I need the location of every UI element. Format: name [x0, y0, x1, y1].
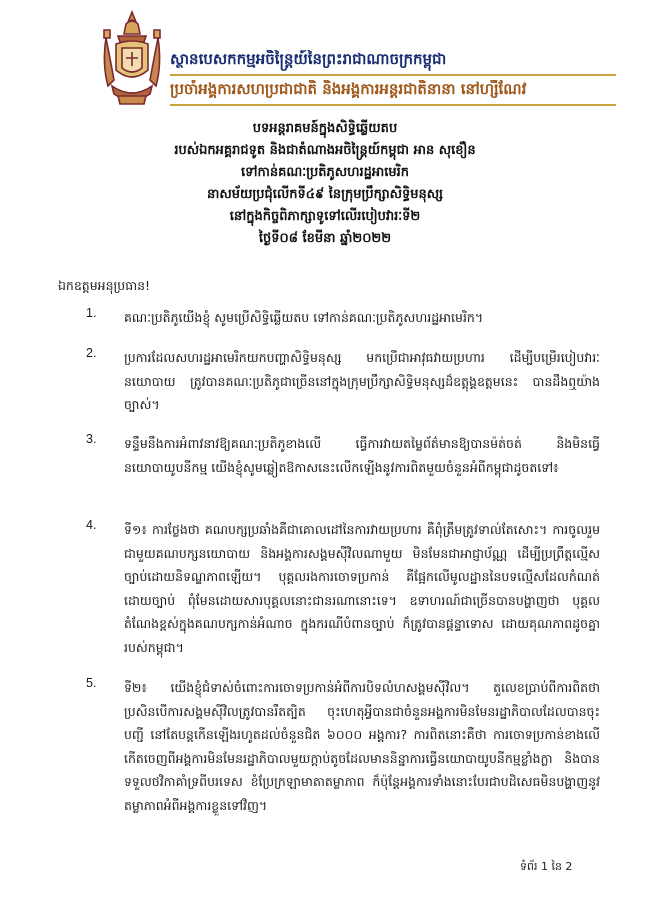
letterhead-divider [170, 74, 616, 76]
paragraph-number: 4. [86, 518, 97, 532]
page-number: ទំព័រ 1 នៃ 2 [520, 860, 573, 873]
paragraph-text: ប្រការដែលសហរដ្ឋអាមេរិកយកបញ្ហាសិទ្ធិមនុស្ស មកប្រើជាអាវុធវាយប្រហារ ដើម្បីបម្រើរបៀបវារៈនយោបាយ ត្រូវបានគណៈប្រតិភូជាច្រើននៅក្នុងក្រុមប្រឹក្សាសិទ្ធិមនុស្សដ៏ឧត្តុង្គឧត្តមនេះ បានដឹងឮយ៉ាងច្បាស់។ [124, 350, 600, 412]
title-line: នាសម័យប្រជុំលើកទី៤៩ នៃក្រុមប្រឹក្សាសិទ្ធិមនុស្ស [206, 187, 444, 202]
title-line: របស់ឯកអគ្គរាជទូត និងជាតំណាងអចិន្ត្រៃយ៍កម្ពុជា អាន សុខឿន [174, 143, 476, 158]
paragraph-text: គណៈប្រតិភូយើងខ្ញុំ សូមប្រើសិទ្ធិឆ្លើយតប ទៅកាន់គណៈប្រតិភូសហរដ្ឋអាមេរិក។ [124, 310, 484, 325]
letterhead-line-1: ស្ថានបេសកកម្មអចិន្ត្រៃយ៍នៃព្រះរាជាណាចក្រកម្ពុជា [170, 50, 447, 68]
paragraph-text: ទី១៖ ការថ្លែងថា គណបក្សប្រឆាំងគឺជាគោលដៅនៃការវាយប្រហារ គឺពុំត្រឹមត្រូវទាល់តែសោះ។ ការចូលរួមជាមួយគណបក្សនយោបាយ និងអង្គការសង្គមស៊ីវិលណាមួយ មិនមែនជាអាជ្ញាប័ណ្ណ ដើម្បីប្រព្រឹត្តល្មើសច្បាប់ដោយនិទណ្ឌភាពឡើយ។ បុគ្គលរងការចោទប្រកាន់ គឺផ្អែកលើមូលដ្ឋាននៃបទល្មើសដែលកំណត់ដោយច្បាប់ ពុំមែនដោយសារបុគ្គលនោះជានរណានោះទេ។ ឧទាហរណ៍ជាច្រើនបានបង្ហាញថា បុគ្គលតំណែងខ្ពស់ក្នុងគណបក្សកាន់អំណាច ក្នុងករណីបំពានច្បាប់ ក៏ត្រូវបានផ្តន្ទាទោស ដោយគុណភាពដូចគ្នារបស់កម្ពុជា។ [124, 522, 600, 655]
statement-title-block [60, 118, 590, 250]
title-line: នៅក្នុងកិច្ចពិភាក្សាទូទៅលើរបៀបវារៈទី២ [229, 209, 421, 224]
paragraph-text: ទី២៖ យើងខ្ញុំជំទាស់ចំពោះការចោទប្រកាន់អំពីការបិទលំហសង្គមស៊ីវិល។ តួលេខប្រាប់ពីការពិតថា ប្រសិនបើការសង្គមស៊ីវិលត្រូវបានរឹតត្បិត ចុះហេតុអ្វីបានជាចំនួនអង្គការមិនមែនរដ្ឋាភិបាលដែលបានចុះបញ្ជី នៅតែបន្តកើនឡើងរហូតដល់ចំនួនជិត ៦០០០ អង្គការ? ការពិតនោះគឺថា ការចោទប្រកាន់ខាងលើ កើតចេញពីអង្គការមិនមែនរដ្ឋាភិបាលមួយក្តាប់តូចដែលមាននិន្នាការធ្វើនយោបាយូបនីកម្មខ្លាំងក្លា និងបានទទួលថវិកាគាំទ្រពីបរទេស ខំប្រែក្រឡាមាតាតម្លាភាព ក៏ប៉ុន្តែអង្គការទាំងនោះបែរជាបដិសេធមិនបង្ហាញនូវតម្លាភាពអំពីអង្គការខ្លួនទៅវិញ។ [124, 680, 600, 813]
letterhead-line-2: ប្រចាំអង្គការសហប្រជាជាតិ និងអង្គការអន្តរជាតិនានា នៅហ្សឺណែវ [170, 80, 527, 98]
paragraph-text: ទន្ទឹមនឹងការអំពាវនាវឱ្យគណៈប្រតិភូខាងលើ ធ្វើការវាយតម្លៃព័ត៌មានឱ្យបានម៉ត់ចត់ និងមិនធ្វើនយោបាយូបនីកម្ម យើងខ្ញុំសូមឆ្លៀតឱកាសនេះលើកឡើងនូវការពិតមួយចំនួនអំពីកម្ពុជាដូចតទៅ៖ [124, 436, 600, 475]
salutation: ឯកឧត្តមអនុប្រធាន! [58, 278, 151, 293]
paragraph-number: 1. [86, 306, 97, 320]
title-line: ទៅកាន់គណៈប្រតិភូសហរដ្ឋអាមេរិក [240, 165, 410, 180]
paragraph-number: 5. [86, 676, 97, 690]
letterhead-bottom-rule [170, 104, 616, 106]
royal-arms-crest-icon [96, 8, 168, 112]
paragraph-number: 2. [86, 346, 97, 360]
title-line: ថ្ងៃទី០៨ ខែមីនា ឆ្នាំ២០២២ [258, 231, 392, 246]
title-line: បទអន្តរាគមន៍ក្នុងសិទ្ធិឆ្លើយតប [252, 121, 398, 136]
paragraph-number: 3. [86, 432, 97, 446]
